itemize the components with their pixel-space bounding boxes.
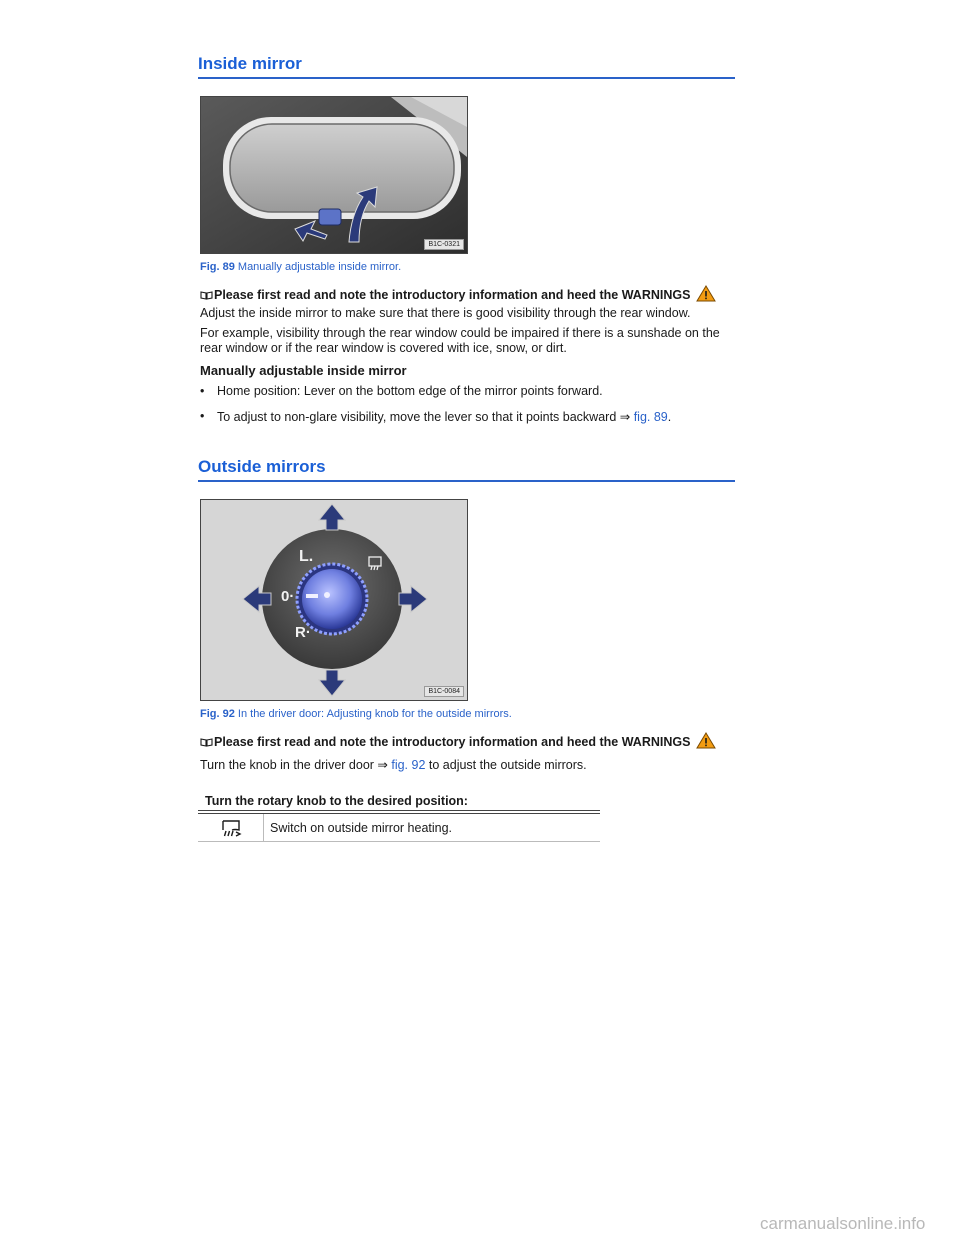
caption-text: In the driver door: Adjusting knob for the outside mirrors. <box>237 708 512 720</box>
book-icon <box>200 736 213 750</box>
paragraph-visibility: For example, visibility through the rear window could be impaired if there is a sunshade on the rear window or if the rear window is covered with ice, snow, or dirt. <box>200 326 720 355</box>
caption-number: Fig. 89 <box>200 261 235 273</box>
paragraph-turn-knob <box>200 758 730 773</box>
caption-text: Manually adjustable inside mirror. <box>237 261 402 273</box>
positions-table <box>198 810 600 842</box>
warning-text: Please first read and note the introductory information and heed the WARNINGS <box>214 288 691 302</box>
paragraph-adjust: Adjust the inside mirror to make sure that there is good visibility through the rear window. <box>200 306 691 320</box>
paragraph-text: Turn the knob in the driver door ⇒ <box>200 758 392 772</box>
warning-text: Please first read and note the introductory information and heed the WARNINGS <box>214 735 691 749</box>
figure-inside-mirror <box>200 96 468 254</box>
inside-mirror-illustration <box>201 97 467 253</box>
knob-label-left: L. <box>299 548 314 565</box>
figure-caption-92 <box>200 708 512 720</box>
bullet-dot: • <box>200 384 205 398</box>
table-cell-text: Switch on outside mirror heating. <box>270 820 453 835</box>
outside-mirror-knob-illustration <box>201 500 467 700</box>
caption-number: Fig. 92 <box>200 708 235 720</box>
table-row <box>198 814 600 842</box>
watermark: carmanualsonline.info <box>760 1214 926 1233</box>
warning-notice <box>200 732 716 752</box>
figure-code-label: B1C-0321 <box>424 239 464 250</box>
warning-triangle-icon[interactable] <box>696 732 716 752</box>
knob-label-right: R· <box>295 624 311 641</box>
list-item <box>200 384 603 398</box>
knob-label-zero: 0· <box>281 588 295 605</box>
mirror-heating-icon <box>198 814 264 841</box>
figure-caption-89 <box>200 261 401 273</box>
table-title: Turn the rotary knob to the desired position: <box>205 794 468 808</box>
list-item-text-end: . <box>667 410 672 424</box>
list-item-text: Home position: Lever on the bottom edge of the mirror points forward. <box>217 384 603 398</box>
section-title-outside-mirrors: Outside mirrors <box>198 457 735 482</box>
section-title-inside-mirror: Inside mirror <box>198 54 735 79</box>
subheading-manual-mirror: Manually adjustable inside mirror <box>200 363 407 378</box>
list-item <box>200 409 672 424</box>
fig-92-link[interactable]: fig. 92 <box>391 758 426 772</box>
warning-triangle-icon[interactable] <box>696 285 716 305</box>
list-item-text: To adjust to non-glare visibility, move the lever so that it points backward ⇒ <box>217 410 634 424</box>
figure-outside-mirror-knob <box>200 499 468 701</box>
figure-code-label: B1C-0084 <box>424 686 464 697</box>
fig-89-link[interactable]: fig. 89 <box>633 410 668 424</box>
bullet-dot: • <box>200 409 205 423</box>
book-icon <box>200 289 213 303</box>
warning-notice <box>200 285 716 305</box>
paragraph-text-end: to adjust the outside mirrors. <box>425 758 587 772</box>
